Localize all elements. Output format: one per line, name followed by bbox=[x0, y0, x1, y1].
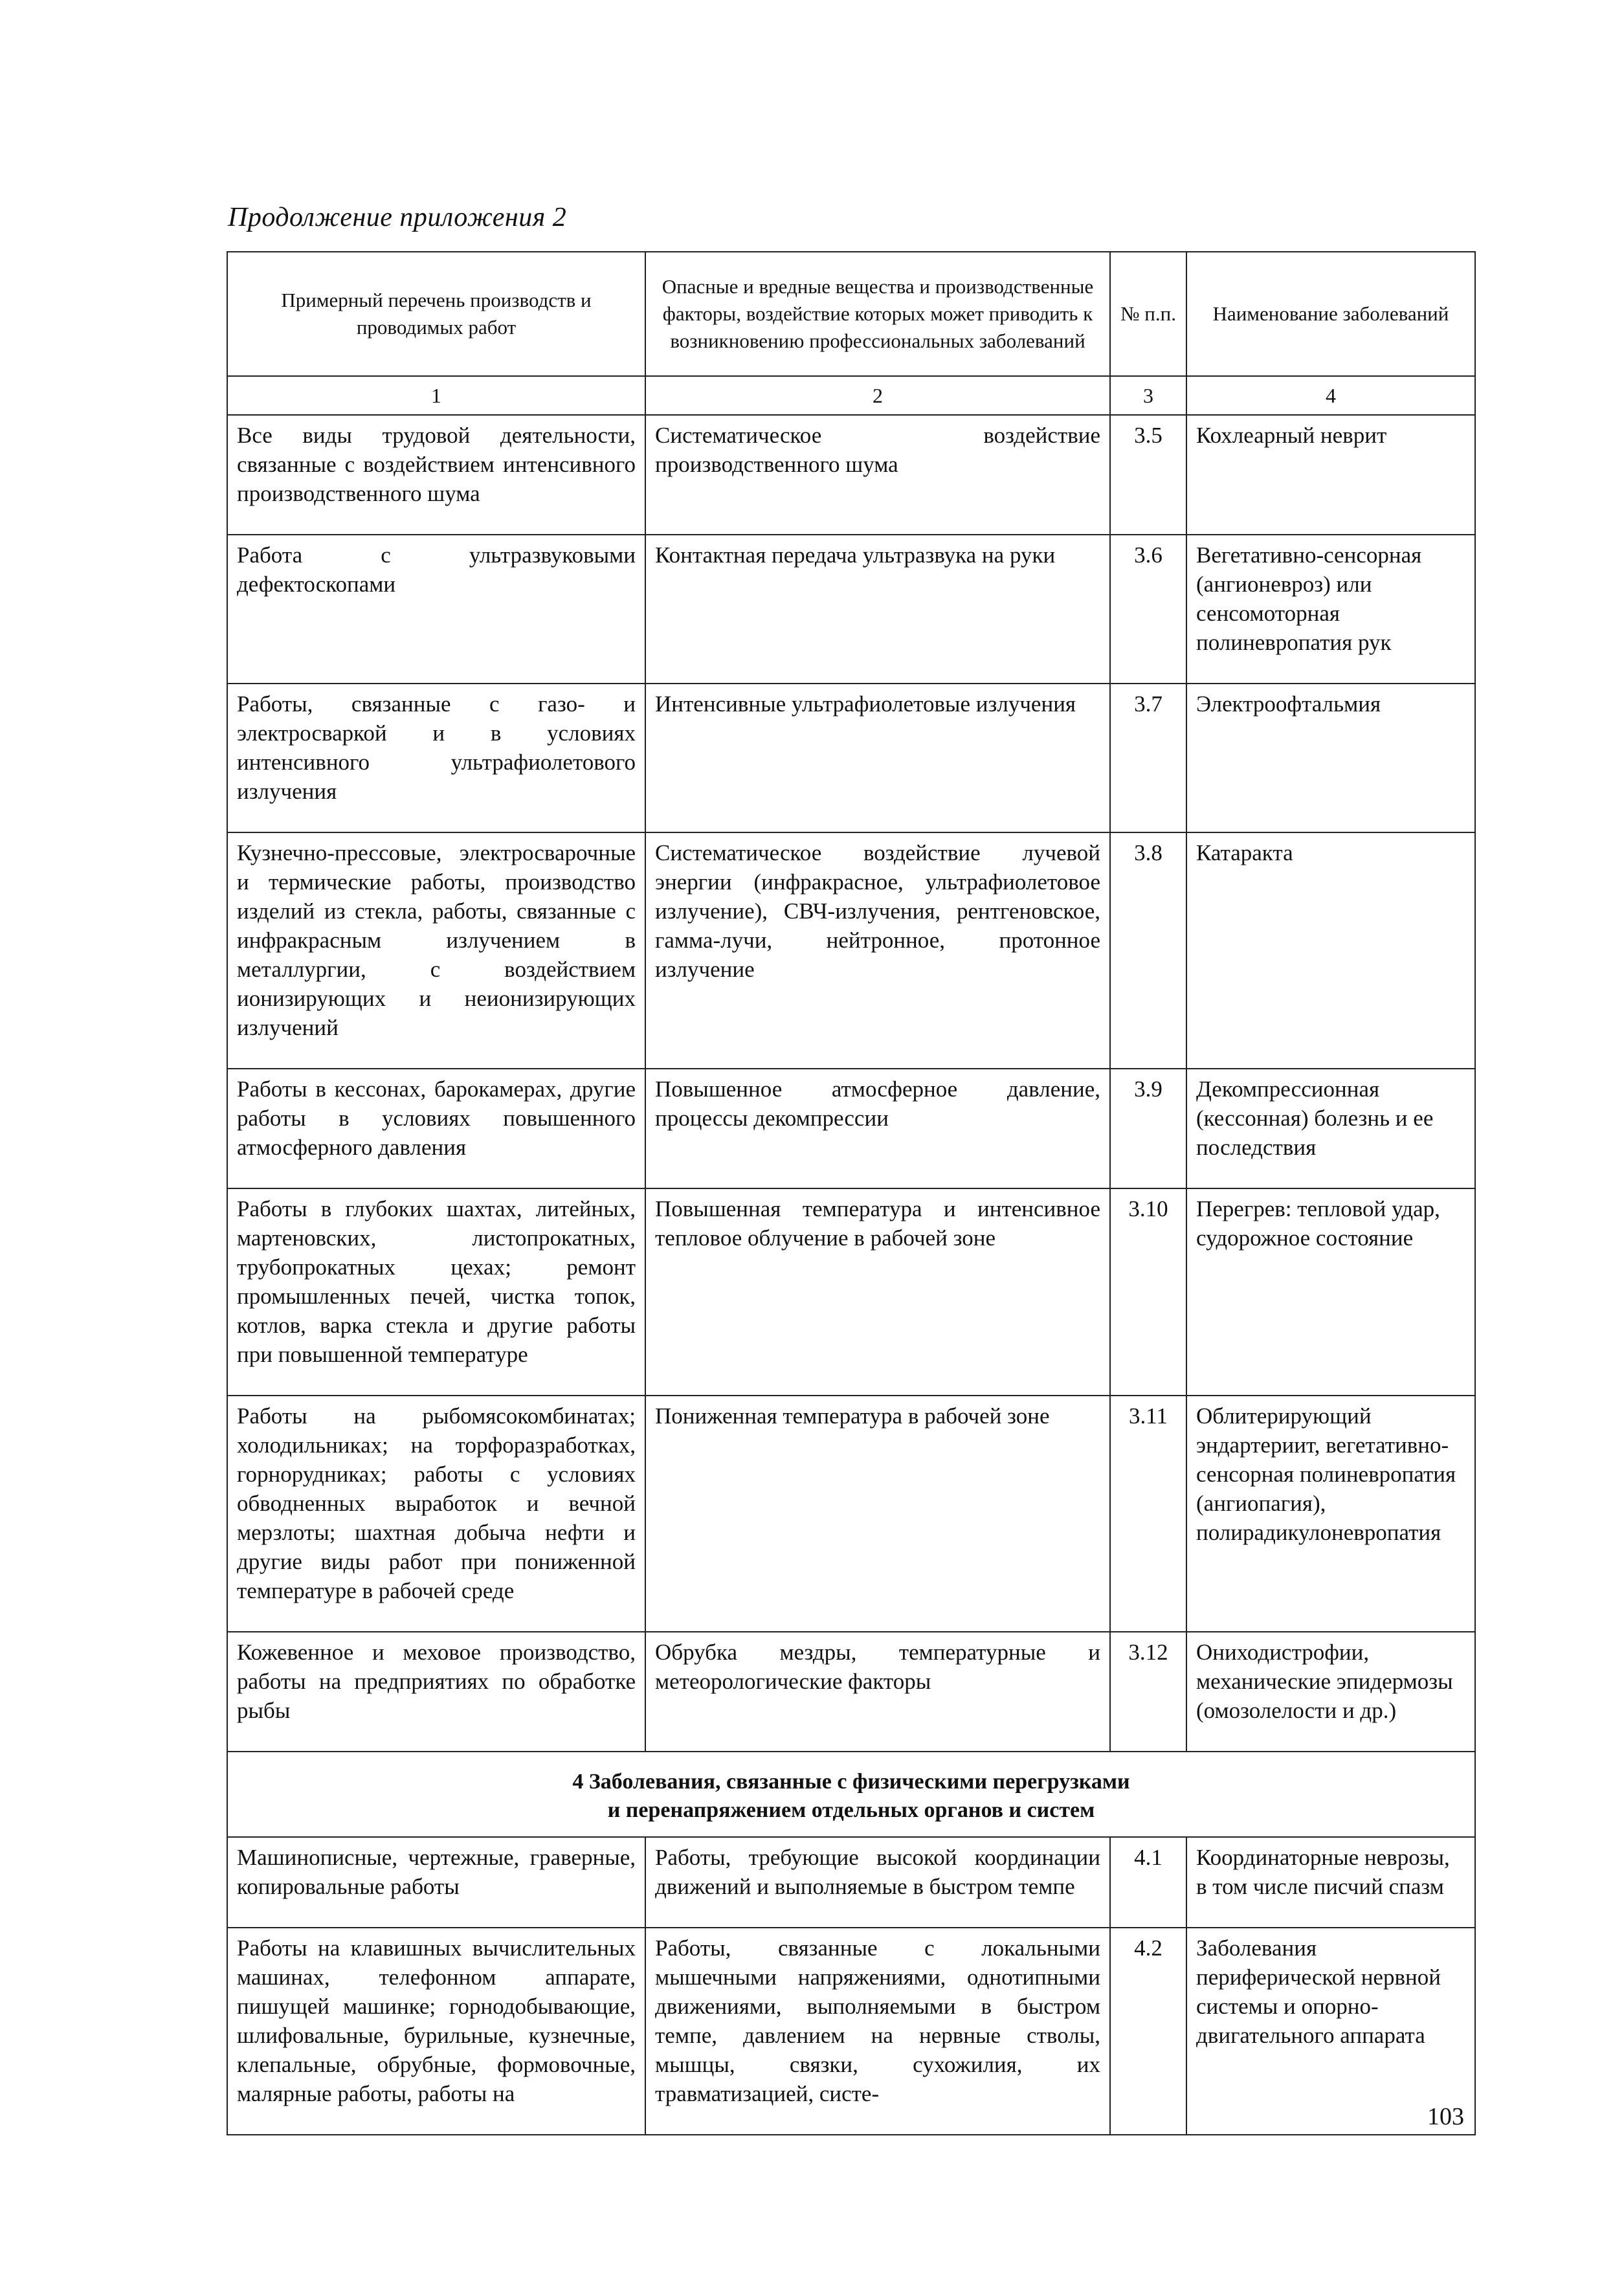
disease-cell: Катаракта bbox=[1186, 832, 1475, 1069]
table-row bbox=[227, 535, 1475, 684]
header-factors: Опасные и вредные вещества и производственные факторы, воздействие которых может приводить к возникновению профессиональных заболеваний bbox=[645, 252, 1110, 376]
factors-cell: Систематическое воздействие лучевой энергии (инфракрасное, ультрафиолетовое излучение), СВЧ-излучения, рентгеновское, гамма-лучи, нейтронное, протонное излучение bbox=[645, 832, 1110, 1069]
factors-cell: Пониженная температура в рабочей зоне bbox=[645, 1396, 1110, 1632]
diseases-table bbox=[227, 251, 1476, 2135]
section-heading-row bbox=[227, 1752, 1475, 1837]
works-cell: Работы в кессонах, барокамерах, другие работы в условиях повышенного атмосферного давления bbox=[227, 1069, 645, 1188]
table-header-row bbox=[227, 252, 1475, 376]
works-cell: Работы на клавишных вычислительных машинах, телефонном аппарате, пишущей машинке; горнодобывающие, шлифовальные, бурильные, кузнечные, клепальные, обрубные, формовочные, малярные работы, работы на bbox=[227, 1928, 645, 2135]
works-cell: Работы, связанные с газо- и электросваркой и в условиях интенсивного ультрафиолетового излучения bbox=[227, 684, 645, 832]
factors-cell: Контактная передача ультразвука на руки bbox=[645, 535, 1110, 684]
factors-cell: Работы, связанные с локальными мышечными напряжениями, однотипными движениями, выполняемыми в быстром темпе, давлением на нервные стволы, мышцы, связки, сухожилия, их травматизацией, систе- bbox=[645, 1928, 1110, 2135]
table-row bbox=[227, 1069, 1475, 1188]
disease-cell: Декомпрессионная (кессонная) болезнь и ее последствия bbox=[1186, 1069, 1475, 1188]
number-cell: 3.9 bbox=[1110, 1069, 1186, 1188]
table-row bbox=[227, 415, 1475, 535]
number-cell: 4.2 bbox=[1110, 1928, 1186, 2135]
works-cell: Машинописные, чертежные, граверные, копировальные работы bbox=[227, 1837, 645, 1928]
factors-cell: Интенсивные ультрафиолетовые излучения bbox=[645, 684, 1110, 832]
table-row bbox=[227, 1837, 1475, 1928]
column-number: 1 bbox=[227, 376, 645, 415]
factors-cell: Повышенная температура и интенсивное тепловое облучение в рабочей зоне bbox=[645, 1188, 1110, 1396]
table-row bbox=[227, 1188, 1475, 1396]
works-cell: Работы в глубоких шахтах, литейных, мартеновских, листопрокатных, трубопрокатных цехах; ремонт промышленных печей, чистка топок, котлов, варка стекла и другие работы при повышенной температуре bbox=[227, 1188, 645, 1396]
number-cell: 3.7 bbox=[1110, 684, 1186, 832]
number-cell: 3.10 bbox=[1110, 1188, 1186, 1396]
disease-cell: Электроофтальмия bbox=[1186, 684, 1475, 832]
section-heading-line: и перенапряжением отдельных органов и систем bbox=[607, 1798, 1095, 1822]
number-cell: 3.11 bbox=[1110, 1396, 1186, 1632]
header-number: № п.п. bbox=[1110, 252, 1186, 376]
section-heading-line: 4 Заболевания, связанные с физическими перегрузками bbox=[572, 1770, 1130, 1794]
works-cell: Все виды трудовой деятельности, связанные с воздействием интенсивного производственного шума bbox=[227, 415, 645, 535]
factors-cell: Обрубка мездры, температурные и метеорологические факторы bbox=[645, 1632, 1110, 1752]
number-cell: 3.12 bbox=[1110, 1632, 1186, 1752]
header-works: Примерный перечень производств и проводимых работ bbox=[227, 252, 645, 376]
disease-cell: Координаторные неврозы, в том числе писчий спазм bbox=[1186, 1837, 1475, 1928]
column-number: 3 bbox=[1110, 376, 1186, 415]
works-cell: Кожевенное и меховое производство, работы на предприятиях по обработке рыбы bbox=[227, 1632, 645, 1752]
disease-cell: Перегрев: тепловой удар, судорожное состояние bbox=[1186, 1188, 1475, 1396]
table-row bbox=[227, 684, 1475, 832]
disease-cell: Кохлеарный неврит bbox=[1186, 415, 1475, 535]
table-row bbox=[227, 832, 1475, 1069]
works-cell: Работа с ультразвуковыми дефектоскопами bbox=[227, 535, 645, 684]
column-number: 2 bbox=[645, 376, 1110, 415]
table-row bbox=[227, 1632, 1475, 1752]
table-row bbox=[227, 1928, 1475, 2135]
disease-cell: Облитерирующий эндартериит, вегетативно-сенсорная полиневропатия (ангиопагия), полирадикулоневропатия bbox=[1186, 1396, 1475, 1632]
table-row bbox=[227, 1396, 1475, 1632]
factors-cell: Работы, требующие высокой координации движений и выполняемые в быстром темпе bbox=[645, 1837, 1110, 1928]
disease-cell: Ониходистрофии, механические эпидермозы (омозолелости и др.) bbox=[1186, 1632, 1475, 1752]
factors-cell: Систематическое воздействие производственного шума bbox=[645, 415, 1110, 535]
disease-cell: Вегетативно-сенсорная (ангионевроз) или сенсомоторная полиневропатия рук bbox=[1186, 535, 1475, 684]
column-numbers-row bbox=[227, 376, 1475, 415]
section-heading bbox=[227, 1752, 1475, 1837]
page-number: 103 bbox=[1427, 2103, 1464, 2130]
header-diseases: Наименование заболеваний bbox=[1186, 252, 1475, 376]
number-cell: 3.6 bbox=[1110, 535, 1186, 684]
works-cell: Кузнечно-прессовые, электросварочные и термические работы, производство изделий из стекла, работы, связанные с инфракрасным излучением в металлургии, с воздействием ионизирующих и неионизирующих излучений bbox=[227, 832, 645, 1069]
page-caption: Продолжение приложения 2 bbox=[228, 203, 567, 232]
number-cell: 3.8 bbox=[1110, 832, 1186, 1069]
factors-cell: Повышенное атмосферное давление, процессы декомпрессии bbox=[645, 1069, 1110, 1188]
number-cell: 3.5 bbox=[1110, 415, 1186, 535]
works-cell: Работы на рыбомясокомбинатах; холодильниках; на торфоразработках, горнорудниках; работы с условиях обводненных выработок и вечной мерзлоты; шахтная добыча нефти и другие виды работ при пониженной температуре в рабочей среде bbox=[227, 1396, 645, 1632]
disease-cell: Заболевания периферической нервной системы и опорно-двигательного аппарата bbox=[1186, 1928, 1475, 2135]
column-number: 4 bbox=[1186, 376, 1475, 415]
number-cell: 4.1 bbox=[1110, 1837, 1186, 1928]
